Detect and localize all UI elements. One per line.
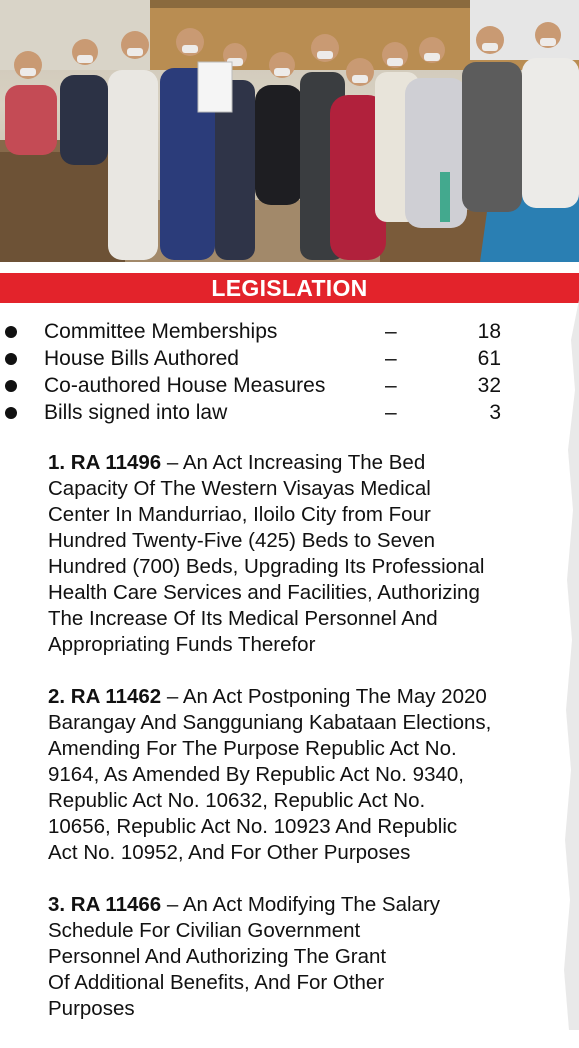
stat-count: 32	[477, 374, 501, 397]
bill-number: 3. RA 11466	[48, 893, 162, 916]
stat-count: 18	[477, 320, 501, 343]
bill-item	[48, 450, 568, 658]
bill-description: – An Act Increasing The Bed Capacity Of The Western Visayas Medical Center In Mandurriao, Iloilo City from Four Hundred Twenty-Five (425) Beds to Seven Hundred (700) Beds, Upgrading Its Professional Health Care Services and Facilities, Authorizing The Increase Of Its Medical Personnel And Appropriating Funds Therefor	[48, 451, 485, 656]
stat-row-bills-signed	[0, 399, 579, 426]
bullet-icon	[5, 326, 17, 338]
stat-label: Co-authored House Measures	[44, 374, 326, 397]
stat-count: 61	[477, 347, 501, 370]
stat-row-house-bills-authored	[0, 345, 579, 372]
stat-dash: –	[385, 347, 397, 370]
stat-count: 3	[489, 401, 501, 424]
bill-item	[48, 684, 568, 866]
stat-label: House Bills Authored	[44, 347, 239, 370]
bullet-icon	[5, 380, 17, 392]
torn-edge-decoration	[559, 300, 579, 1030]
stat-label: Committee Memberships	[44, 320, 278, 343]
bill-item	[48, 892, 568, 1022]
stat-dash: –	[385, 401, 397, 424]
bill-number: 2. RA 11462	[48, 685, 162, 708]
bullet-icon	[5, 353, 17, 365]
stat-row-committee-memberships	[0, 318, 579, 345]
stat-dash: –	[385, 320, 397, 343]
stat-row-co-authored-measures	[0, 372, 579, 399]
group-photo	[0, 0, 579, 262]
bill-number: 1. RA 11496	[48, 451, 162, 474]
bullet-icon	[5, 407, 17, 419]
stat-label: Bills signed into law	[44, 401, 228, 424]
bill-description: – An Act Postponing The May 2020 Barangay And Sangguniang Kabataan Elections, Amending For The Purpose Republic Act No. 9164, As Amended By Republic Act No. 9340, Republic Act No. 10632, Republic Act No. 10656, Republic Act No. 10923 And Republic Act No. 10952, And For Other Purposes	[48, 685, 492, 864]
stat-dash: –	[385, 374, 397, 397]
bills-list	[48, 450, 568, 1048]
bill-description: – An Act Modifying The Salary Schedule For Civilian Government Personnel And Authorizing The Grant Of Additional Benefits, And For Other Purposes	[48, 893, 441, 1020]
section-title: LEGISLATION	[0, 273, 579, 303]
stats-list	[0, 318, 579, 426]
